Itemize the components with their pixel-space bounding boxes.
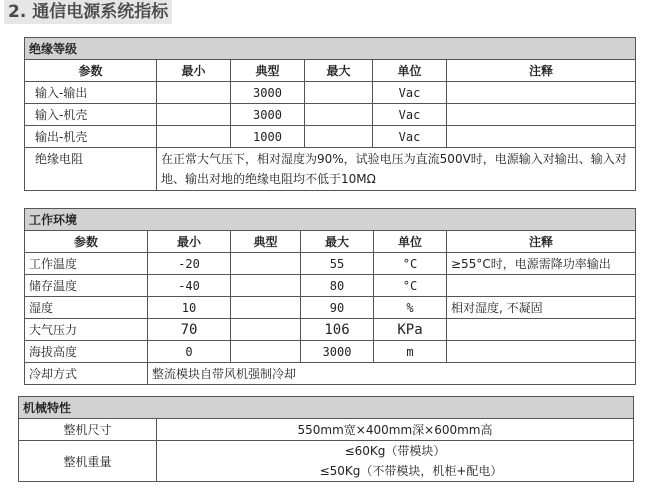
param-cell: 储存温度 [25, 275, 148, 297]
column-header: 最小 [148, 231, 231, 253]
min-cell: -20 [148, 253, 231, 275]
column-header: 最大 [305, 60, 373, 82]
table-row [25, 319, 636, 341]
section-title: 2. 通信电源系统指标 [4, 0, 172, 24]
min-cell: 70 [148, 319, 231, 341]
typ-cell [231, 297, 301, 319]
unit-cell: KPa [374, 319, 447, 341]
column-header: 单位 [374, 231, 447, 253]
unit-cell: % [374, 297, 447, 319]
max-cell [305, 104, 373, 126]
insulation-resistance-text: 在正常大气压下，相对湿度为90%，试验电压为直流500V时，电源输入对输出、输入对地、输出对地的绝缘电阻均不低于10MΩ [157, 148, 636, 191]
note-cell [447, 82, 636, 104]
cooling-text: 整流模块自带风机强制冷却 [148, 363, 636, 385]
insulation-table [24, 37, 636, 191]
mechanical-header: 机械特性 [19, 397, 634, 419]
weight-line-with-modules: ≤60Kg（带模块） [344, 444, 446, 458]
max-cell [305, 82, 373, 104]
unit-cell: m [374, 341, 447, 363]
table-row [25, 126, 636, 148]
table-row [25, 341, 636, 363]
note-cell [447, 319, 636, 341]
param-cell: 海拔高度 [25, 341, 148, 363]
param-cell: 输入-输出 [25, 82, 157, 104]
max-cell: 55 [301, 253, 374, 275]
table-row [25, 363, 636, 385]
param-cell: 工作温度 [25, 253, 148, 275]
column-header: 注释 [447, 60, 636, 82]
note-cell [447, 104, 636, 126]
insulation-column-headers [25, 60, 636, 82]
typ-cell: 3000 [231, 104, 305, 126]
note-cell [447, 126, 636, 148]
column-header: 最大 [301, 231, 374, 253]
unit-cell: °C [374, 275, 447, 297]
column-header: 最小 [157, 60, 231, 82]
note-cell: ≥55°C时，电源需降功率输出 [447, 253, 636, 275]
environment-column-headers [25, 231, 636, 253]
param-cell: 湿度 [25, 297, 148, 319]
max-cell: 106 [301, 319, 374, 341]
table-row [25, 82, 636, 104]
max-cell: 3000 [301, 341, 374, 363]
size-value: 550mm宽×400mm深×600mm高 [157, 419, 634, 441]
size-label: 整机尺寸 [19, 419, 157, 441]
typ-cell [231, 253, 301, 275]
min-cell [157, 126, 231, 148]
table-row [19, 441, 634, 482]
max-cell: 90 [301, 297, 374, 319]
table-row [25, 148, 636, 191]
table-row [19, 419, 634, 441]
environment-header: 工作环境 [25, 209, 636, 231]
unit-cell: Vac [373, 82, 447, 104]
param-cell: 输出-机壳 [25, 126, 157, 148]
column-header: 参数 [25, 60, 157, 82]
unit-cell: Vac [373, 126, 447, 148]
typ-cell: 1000 [231, 126, 305, 148]
mechanical-table [18, 396, 634, 482]
typ-cell [231, 275, 301, 297]
max-cell: 80 [301, 275, 374, 297]
column-header: 单位 [373, 60, 447, 82]
note-cell [447, 275, 636, 297]
weight-value [157, 441, 634, 482]
param-cell: 大气压力 [25, 319, 148, 341]
note-cell: 相对湿度, 不凝固 [447, 297, 636, 319]
column-header: 参数 [25, 231, 148, 253]
column-header: 典型 [231, 231, 301, 253]
environment-table [24, 208, 636, 385]
table-row [25, 253, 636, 275]
unit-cell: Vac [373, 104, 447, 126]
max-cell [305, 126, 373, 148]
typ-cell [231, 319, 301, 341]
min-cell: -40 [148, 275, 231, 297]
unit-cell: °C [374, 253, 447, 275]
cooling-label: 冷却方式 [25, 363, 148, 385]
table-row [25, 297, 636, 319]
insulation-resistance-label: 绝缘电阻 [25, 148, 157, 191]
column-header: 典型 [231, 60, 305, 82]
weight-line-without-modules: ≤50Kg（不带模块，机柜+配电） [319, 464, 503, 478]
min-cell [157, 82, 231, 104]
min-cell [157, 104, 231, 126]
insulation-header: 绝缘等级 [25, 38, 636, 60]
min-cell: 10 [148, 297, 231, 319]
note-cell [447, 341, 636, 363]
weight-label: 整机重量 [19, 441, 157, 482]
table-row [25, 275, 636, 297]
typ-cell: 3000 [231, 82, 305, 104]
typ-cell [231, 341, 301, 363]
min-cell: 0 [148, 341, 231, 363]
table-row [25, 104, 636, 126]
column-header: 注释 [447, 231, 636, 253]
param-cell: 输入-机壳 [25, 104, 157, 126]
